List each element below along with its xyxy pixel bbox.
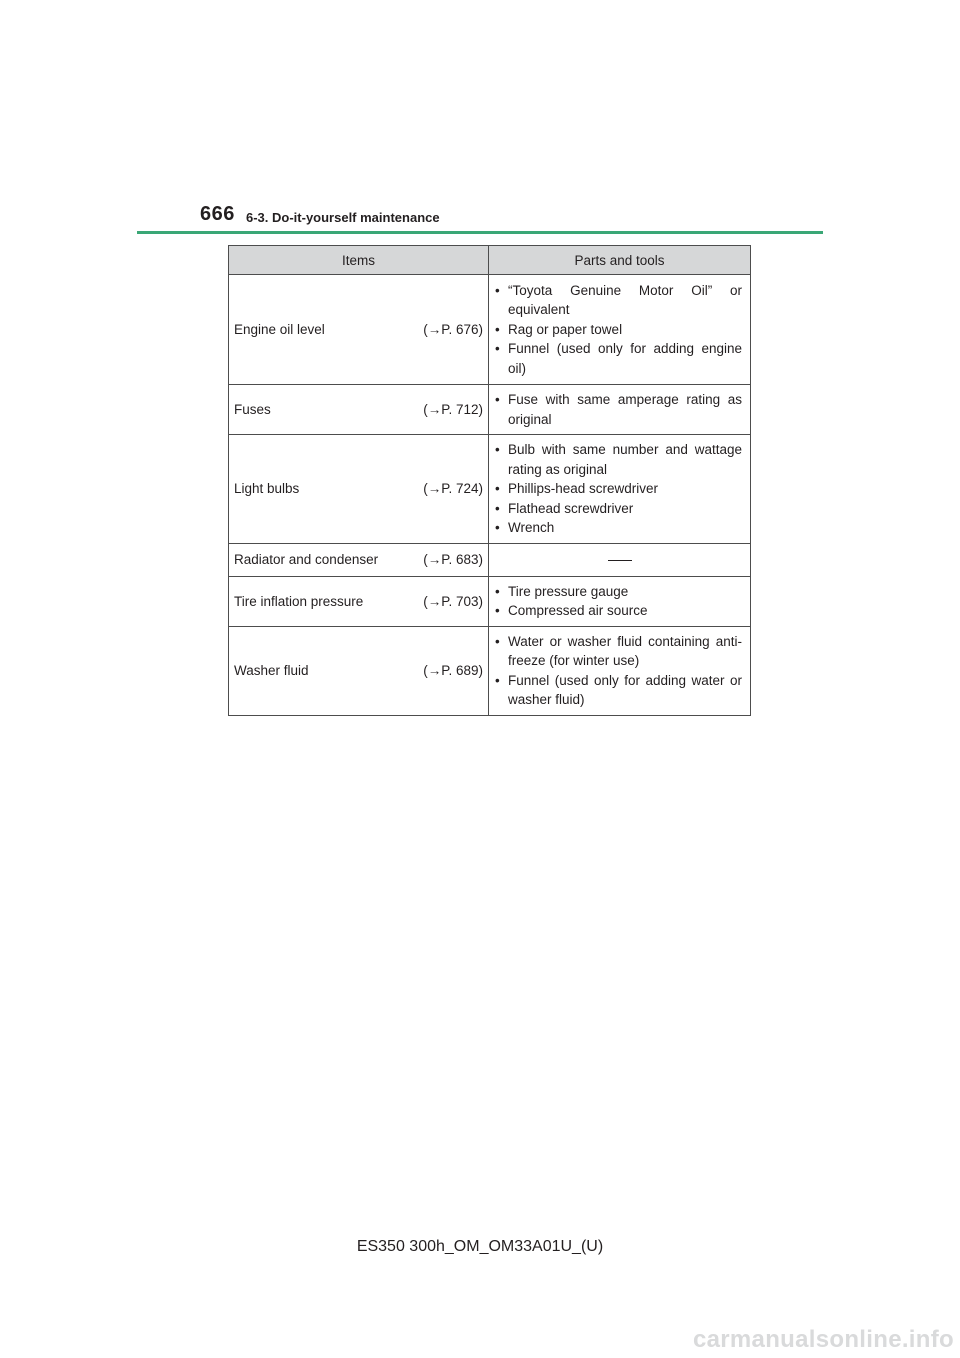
- item-name: Tire inflation pressure: [234, 593, 364, 609]
- table-row: [229, 626, 751, 715]
- parts-cell: [489, 435, 751, 544]
- table-row: [229, 275, 751, 385]
- page-reference-link[interactable]: (→P. 689): [423, 663, 483, 678]
- item-cell: [229, 626, 489, 715]
- page-header: [0, 0, 960, 240]
- item-cell: [229, 275, 489, 385]
- parts-cell: [489, 626, 751, 715]
- item-name: Radiator and condenser: [234, 552, 379, 567]
- page-reference-link[interactable]: (→P. 683): [423, 552, 483, 567]
- list-item: • Compressed air source: [495, 601, 742, 621]
- page-number: 666: [200, 203, 235, 225]
- list-item: • Rag or paper towel: [495, 320, 742, 340]
- list-item: • Water or washer fluid containing anti-freeze (for winter use): [495, 632, 742, 671]
- table-row: [229, 385, 751, 435]
- parts-cell-empty: [489, 543, 751, 576]
- list-item: • Funnel (used only for adding water or washer fluid): [495, 671, 742, 710]
- item-cell: [229, 543, 489, 576]
- list-item: • “Toyota Genuine Motor Oil” or equivalent: [495, 281, 742, 320]
- list-item: • Wrench: [495, 518, 742, 538]
- item-name: Light bulbs: [234, 481, 300, 497]
- list-item: • Funnel (used only for adding engine oil): [495, 339, 742, 378]
- document-code: ES350 300h_OM_OM33A01U_(U): [356, 1238, 604, 1255]
- parts-cell: [489, 275, 751, 385]
- item-cell: [229, 385, 489, 435]
- page-reference-link[interactable]: (→P. 703): [423, 593, 483, 609]
- table-header-row: [229, 246, 751, 275]
- table-row: [229, 435, 751, 544]
- list-item: • Tire pressure gauge: [495, 582, 742, 602]
- column-header-items: Items: [229, 246, 489, 275]
- item-name: Washer fluid: [234, 663, 309, 678]
- page-reference-link[interactable]: (→P. 676): [423, 322, 483, 337]
- column-header-parts: Parts and tools: [489, 246, 751, 275]
- parts-cell: [489, 576, 751, 626]
- dash-mark: [608, 560, 632, 561]
- header-divider: [137, 231, 823, 234]
- item-cell: [229, 576, 489, 626]
- maintenance-table: [228, 245, 751, 716]
- item-cell: [229, 435, 489, 544]
- watermark-text[interactable]: carmanualsonline.info: [692, 1326, 954, 1353]
- item-name: Fuses: [234, 402, 271, 417]
- list-item: • Fuse with same amperage rating as original: [495, 390, 742, 429]
- table-row: [229, 576, 751, 626]
- page-reference-link[interactable]: (→P. 724): [423, 481, 483, 497]
- item-name: Engine oil level: [234, 322, 325, 337]
- parts-cell: [489, 385, 751, 435]
- page-reference-link[interactable]: (→P. 712): [423, 402, 483, 417]
- list-item: • Bulb with same number and wattage rating as original: [495, 440, 742, 479]
- section-title: 6-3. Do-it-yourself maintenance: [246, 210, 440, 225]
- list-item: • Phillips-head screwdriver: [495, 479, 742, 499]
- table-row: [229, 543, 751, 576]
- list-item: • Flathead screwdriver: [495, 499, 742, 519]
